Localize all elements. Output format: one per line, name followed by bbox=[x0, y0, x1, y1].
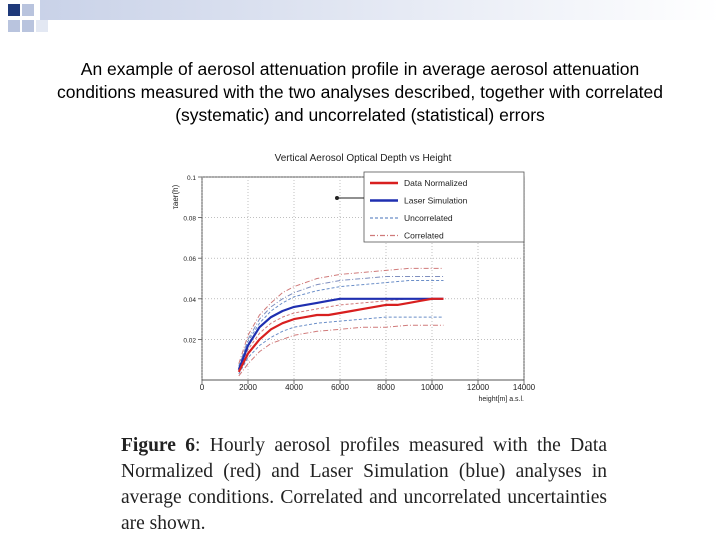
y-tick-label: 0.04 bbox=[183, 296, 196, 304]
legend-entry: Correlated bbox=[404, 230, 444, 241]
x-axis-label: height[m] a.s.l. bbox=[478, 396, 524, 403]
legend-entry: Data Normalized bbox=[404, 178, 468, 188]
legend-entry: Uncorrelated bbox=[404, 213, 453, 223]
x-tick-label: 10000 bbox=[420, 383, 444, 392]
y-tick-label: 0.08 bbox=[183, 215, 196, 223]
y-tick-label: 0.06 bbox=[183, 256, 196, 264]
slide-title bbox=[0, 58, 720, 127]
decoration-square-light bbox=[22, 4, 34, 16]
decoration-square-light bbox=[22, 20, 34, 32]
x-tick-label: 8000 bbox=[377, 383, 395, 392]
slide-title-line: conditions measured with the two analyses described, together with correlated bbox=[56, 82, 664, 102]
decoration-bar bbox=[40, 0, 720, 20]
figure-caption-text: : Hourly aerosol profiles measured with the Data Normalized (red) and Laser Simulation (blue) analyses in average conditions. Correlated and uncorrelated uncertainties are shown. bbox=[121, 435, 607, 534]
x-tick-label: 6000 bbox=[331, 383, 349, 392]
x-tick-label: 2000 bbox=[239, 383, 257, 392]
y-axis-label: τaer(h) bbox=[171, 184, 180, 210]
slide-title-line: An example of aerosol attenuation profile in average aerosol attenuation bbox=[80, 59, 640, 79]
decoration-square-dark bbox=[8, 4, 20, 16]
figure-label: Figure 6 bbox=[121, 435, 195, 456]
x-tick-label: 0 bbox=[199, 383, 205, 392]
y-tick-label: 0.1 bbox=[186, 175, 196, 182]
annotation-arrow-head bbox=[335, 196, 339, 200]
slide-title-line: (systematic) and uncorrelated (statistical) errors bbox=[175, 105, 545, 125]
decoration-square-light bbox=[8, 20, 20, 32]
figure-caption bbox=[121, 433, 607, 537]
decoration-square-faint bbox=[36, 20, 48, 32]
x-tick-label: 12000 bbox=[466, 383, 490, 392]
chart-title: Vertical Aerosol Optical Depth vs Height bbox=[274, 153, 452, 164]
y-tick-label: 0.02 bbox=[183, 337, 196, 345]
slide-decoration bbox=[0, 0, 720, 48]
x-tick-label: 14000 bbox=[512, 383, 536, 392]
legend-entry: Laser Simulation bbox=[404, 195, 468, 206]
x-tick-label: 4000 bbox=[285, 383, 303, 392]
aerosol-depth-chart bbox=[160, 145, 545, 405]
